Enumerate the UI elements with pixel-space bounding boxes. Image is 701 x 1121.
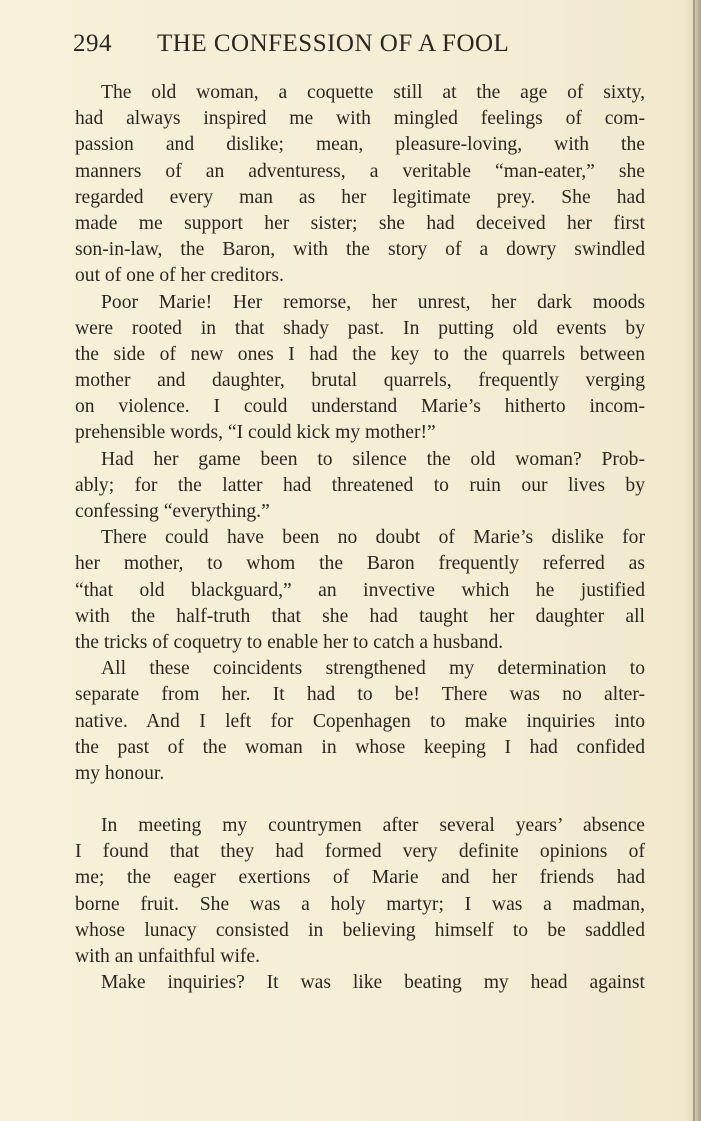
text-line: me; the eager exertions of Marie and her friends had [75,867,645,889]
text-line: Make inquiries? It was like beating my head against [101,972,645,994]
text-line: I found that they had formed very definite opinions of [75,841,645,863]
text-line: In meeting my countrymen after several years’ absence [101,815,645,837]
text-line: had always inspired me with mingled feelings of com- [75,108,645,130]
text-line: with the half-truth that she had taught her daughter all [75,605,645,627]
page-body [75,80,645,996]
text-line: ably; for the latter had threatened to ruin our lives by [75,474,645,496]
text-line: manners of an adventuress, a veritable “man-eater,” she [75,160,645,182]
text-line: whose lunacy consisted in believing himself to be saddled [75,919,645,941]
paragraph-1 [75,80,645,290]
text-line: made me support her sister; she had deceived her first [75,212,645,234]
text-line: Poor Marie! Her remorse, her unrest, her dark moods [101,291,645,313]
text-line: the past of the woman in whose keeping I had confided [75,736,645,758]
text-line: passion and dislike; mean, pleasure-loving, with the [75,134,645,156]
page-edge-line [693,0,695,1121]
paragraph-2 [75,290,645,447]
paragraph-4 [75,525,645,656]
paragraph-6 [75,813,645,970]
text-line: “that old blackguard,” an invective which he justified [75,579,645,601]
text-line: with an unfaithful wife. [75,946,261,967]
text-line: the side of new ones I had the key to the quarrels between [75,343,645,365]
text-line: confessing “everything.” [75,501,270,522]
text-line: There could have been no doubt of Marie’s dislike for [101,527,645,549]
text-line: native. And I left for Copenhagen to make inquiries into [75,710,645,732]
text-line: separate from her. It had to be! There was no alter- [75,684,645,706]
paragraph-3 [75,447,645,526]
text-line: Had her game been to silence the old woman? Prob- [101,448,645,470]
page-header [73,30,653,66]
text-line: prehensible words, “I could kick my mother!” [75,422,436,444]
text-line: All these coincidents strengthened my determination to [101,658,645,680]
text-line: the tricks of coquetry to enable her to catch a husband. [75,631,504,653]
text-line: borne fruit. She was a holy martyr; I was a madman, [75,893,645,915]
text-line: on violence. I could understand Marie’s hitherto incom- [75,396,645,418]
text-line: my honour. [75,762,165,784]
paragraph-5 [75,656,645,787]
text-line: son-in-law, the Baron, with the story of a dowry swindled [75,239,645,261]
paragraph-7 [75,970,645,996]
text-line: The old woman, a coquette still at the age of sixty, [101,82,645,103]
running-head: THE CONFESSION OF A FOOL [157,30,510,57]
page-edge-shadow [683,0,701,1121]
text-line: mother and daughter, brutal quarrels, frequently verging [75,370,645,392]
page-number: 294 [73,30,112,57]
text-line: her mother, to whom the Baron frequently referred as [75,553,645,575]
text-line: regarded every man as her legitimate prey. She had [75,186,645,208]
text-line: were rooted in that shady past. In putting old events by [75,317,645,339]
text-line: out of one of her creditors. [75,265,284,287]
section-break [75,787,645,813]
